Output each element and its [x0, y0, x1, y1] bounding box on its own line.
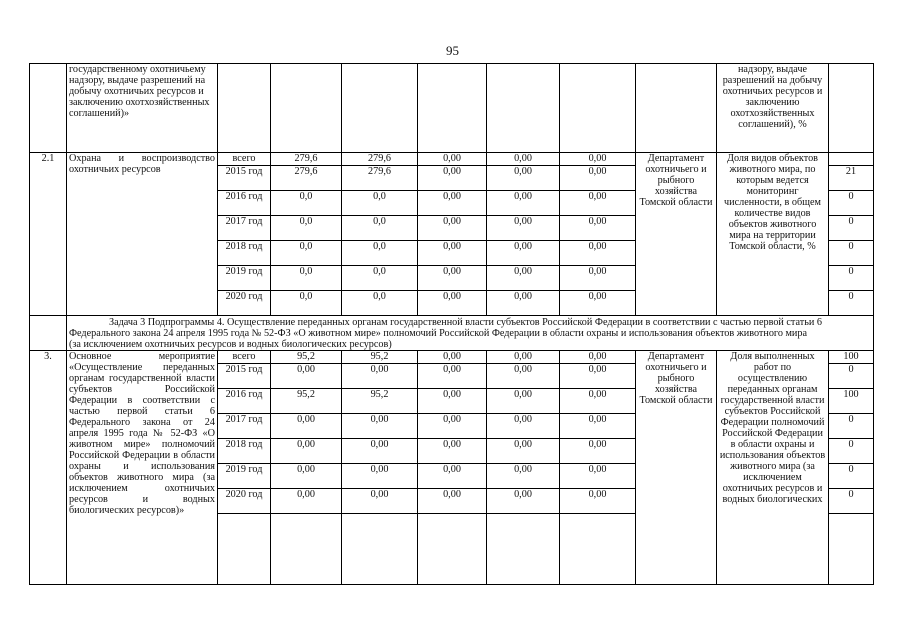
amount-local: 0,00	[487, 414, 560, 439]
amount-other: 0,00	[560, 191, 636, 216]
row-number: 2.1	[30, 153, 67, 316]
indicator-name: Доля выполненных работ по осуществлению переданных органам государственной власти субъектов Российской Федерации полномочий Российской Федерации в области охраны и использования объектов животного мира (за исключением охотничьих ресурсов и водных биологических	[717, 351, 829, 585]
amount-regional: 0,00	[342, 414, 418, 439]
amount-total: 279,6	[271, 153, 342, 166]
indicator-value: 0	[829, 439, 874, 464]
indicator-value: 0	[829, 266, 874, 291]
amount-other: 0,00	[560, 153, 636, 166]
continuation-row	[30, 64, 874, 153]
period-cell: всего	[218, 351, 271, 364]
amount-total: 0,0	[271, 241, 342, 266]
amount-regional: 0,00	[342, 464, 418, 489]
amount-local: 0,00	[487, 291, 560, 316]
amount-other: 0,00	[560, 241, 636, 266]
amount-other: 0,00	[560, 414, 636, 439]
amount-other: 0,00	[560, 439, 636, 464]
indicator-value: 0	[829, 414, 874, 439]
amount-regional: 0,0	[342, 266, 418, 291]
section-3	[30, 351, 874, 585]
activity-name: Основное мероприятие «Осуществление переданных органам государственной власти субъектов Российской Федерации в соответствии с частью первой статьи 6 Федерального закона от 24 апреля 1995 года № 52-ФЗ «О животном мире» полномочий Российской Федерации в области охраны и использования объектов животного мира (за исключением охотничьих ресурсов и водных биологических ресурсов)»	[67, 351, 218, 585]
amount-other: 0,00	[560, 266, 636, 291]
task-3-header	[30, 316, 874, 351]
period-cell: 2019 год	[218, 266, 271, 291]
amount-other: 0,00	[560, 291, 636, 316]
task-3-line-3: (за исключением охотничьих ресурсов и водных биологических ресурсов)	[69, 339, 392, 350]
period-cell: 2020 год	[218, 291, 271, 316]
period-cell: 2017 год	[218, 216, 271, 241]
amount-regional: 95,2	[342, 389, 418, 414]
indicator-value: 100	[829, 389, 874, 414]
amount-federal: 0,00	[418, 266, 487, 291]
amount-total: 95,2	[271, 351, 342, 364]
amount-total: 0,00	[271, 439, 342, 464]
amount-regional: 0,00	[342, 364, 418, 389]
amount-federal: 0,00	[418, 191, 487, 216]
row-number	[30, 64, 67, 153]
amount-regional: 0,0	[342, 291, 418, 316]
amount-local: 0,00	[487, 216, 560, 241]
task-3-line-2: Федерального закона 24 апреля 1995 года № 52-ФЗ «О животном мире» полномочий Российской Федерации в области охраны и использования объектов животного мира	[69, 328, 807, 339]
executor: Департамент охотничьего и рыбного хозяйства Томской области	[636, 153, 717, 316]
amount-federal: 0,00	[418, 216, 487, 241]
amount-total: 0,00	[271, 464, 342, 489]
indicator-value: 0	[829, 191, 874, 216]
amount-regional: 0,00	[342, 489, 418, 514]
indicator-value: 0	[829, 241, 874, 266]
period-cell: 2015 год	[218, 364, 271, 389]
amount-other: 0,00	[560, 166, 636, 191]
period-cell: всего	[218, 153, 271, 166]
indicator-value: 0	[829, 216, 874, 241]
period-cell: 2015 год	[218, 166, 271, 191]
data-row	[30, 351, 874, 364]
amount-total: 0,00	[271, 489, 342, 514]
indicator-value: 0	[829, 489, 874, 514]
amount-federal: 0,00	[418, 464, 487, 489]
period-cell: 2016 год	[218, 389, 271, 414]
page-number: 95	[446, 43, 459, 58]
amount-total: 95,2	[271, 389, 342, 414]
amount-regional: 279,6	[342, 166, 418, 191]
amount-local: 0,00	[487, 191, 560, 216]
executor: Департамент охотничьего и рыбного хозяйства Томской области	[636, 351, 717, 585]
amount-local: 0,00	[487, 166, 560, 191]
period-cell: 2016 год	[218, 191, 271, 216]
period-cell: 2017 год	[218, 414, 271, 439]
indicator-value: 21	[829, 166, 874, 191]
amount-regional: 279,6	[342, 153, 418, 166]
amount-federal: 0,00	[418, 414, 487, 439]
amount-federal: 0,00	[418, 439, 487, 464]
amount-total: 0,00	[271, 414, 342, 439]
activity-name: государственному охотничьему надзору, выдаче разрешений на добычу охотничьих ресурсов и заключению охотхозяйственных соглашений)»	[67, 64, 218, 153]
period-cell: 2020 год	[218, 489, 271, 514]
period-cell: 2018 год	[218, 241, 271, 266]
amount-local: 0,00	[487, 364, 560, 389]
amount-total: 0,00	[271, 364, 342, 389]
task-3-line-1: Задача 3 Подпрограммы 4. Осуществление переданных органам государственной власти субъектов Российской Федерации в соответствии с частью первой статьи 6	[109, 317, 822, 328]
amount-regional: 0,00	[342, 439, 418, 464]
amount-other: 0,00	[560, 351, 636, 364]
indicator-value	[829, 153, 874, 166]
amount-local: 0,00	[487, 351, 560, 364]
amount-federal: 0,00	[418, 364, 487, 389]
amount-federal: 0,00	[418, 153, 487, 166]
amount-federal: 0,00	[418, 351, 487, 364]
amount-other: 0,00	[560, 216, 636, 241]
amount-total: 0,0	[271, 191, 342, 216]
section-2-1	[30, 153, 874, 316]
data-row	[30, 153, 874, 166]
amount-regional: 95,2	[342, 351, 418, 364]
amount-federal: 0,00	[418, 389, 487, 414]
amount-local: 0,00	[487, 489, 560, 514]
amount-federal: 0,00	[418, 489, 487, 514]
indicator-name: Доля видов объектов животного мира, по которым ведется мониторинг численности, в общем количестве видов объектов животного мира на территории Томской области, %	[717, 153, 829, 316]
amount-local: 0,00	[487, 241, 560, 266]
amount-other: 0,00	[560, 464, 636, 489]
amount-regional: 0,0	[342, 241, 418, 266]
amount-other: 0,00	[560, 389, 636, 414]
period-cell: 2019 год	[218, 464, 271, 489]
amount-total: 0,0	[271, 216, 342, 241]
amount-regional: 0,0	[342, 216, 418, 241]
activity-name: Охрана и воспроизводство охотничьих ресурсов	[67, 153, 218, 316]
amount-local: 0,00	[487, 153, 560, 166]
indicator-value: 0	[829, 364, 874, 389]
indicator-name: надзору, выдаче разрешений на добычу охотничьих ресурсов и заключению охотхозяйственных соглашений), %	[717, 64, 829, 153]
row-number: 3.	[30, 351, 67, 585]
amount-federal: 0,00	[418, 166, 487, 191]
amount-other: 0,00	[560, 364, 636, 389]
indicator-value: 0	[829, 464, 874, 489]
amount-local: 0,00	[487, 464, 560, 489]
amount-local: 0,00	[487, 439, 560, 464]
indicator-value: 0	[829, 291, 874, 316]
amount-total: 279,6	[271, 166, 342, 191]
amount-federal: 0,00	[418, 291, 487, 316]
amount-total: 0,0	[271, 266, 342, 291]
period-cell: 2018 год	[218, 439, 271, 464]
program-table	[29, 63, 874, 585]
amount-other: 0,00	[560, 489, 636, 514]
amount-federal: 0,00	[418, 241, 487, 266]
amount-local: 0,00	[487, 266, 560, 291]
amount-regional: 0,0	[342, 191, 418, 216]
amount-local: 0,00	[487, 389, 560, 414]
amount-total: 0,0	[271, 291, 342, 316]
indicator-value: 100	[829, 351, 874, 364]
